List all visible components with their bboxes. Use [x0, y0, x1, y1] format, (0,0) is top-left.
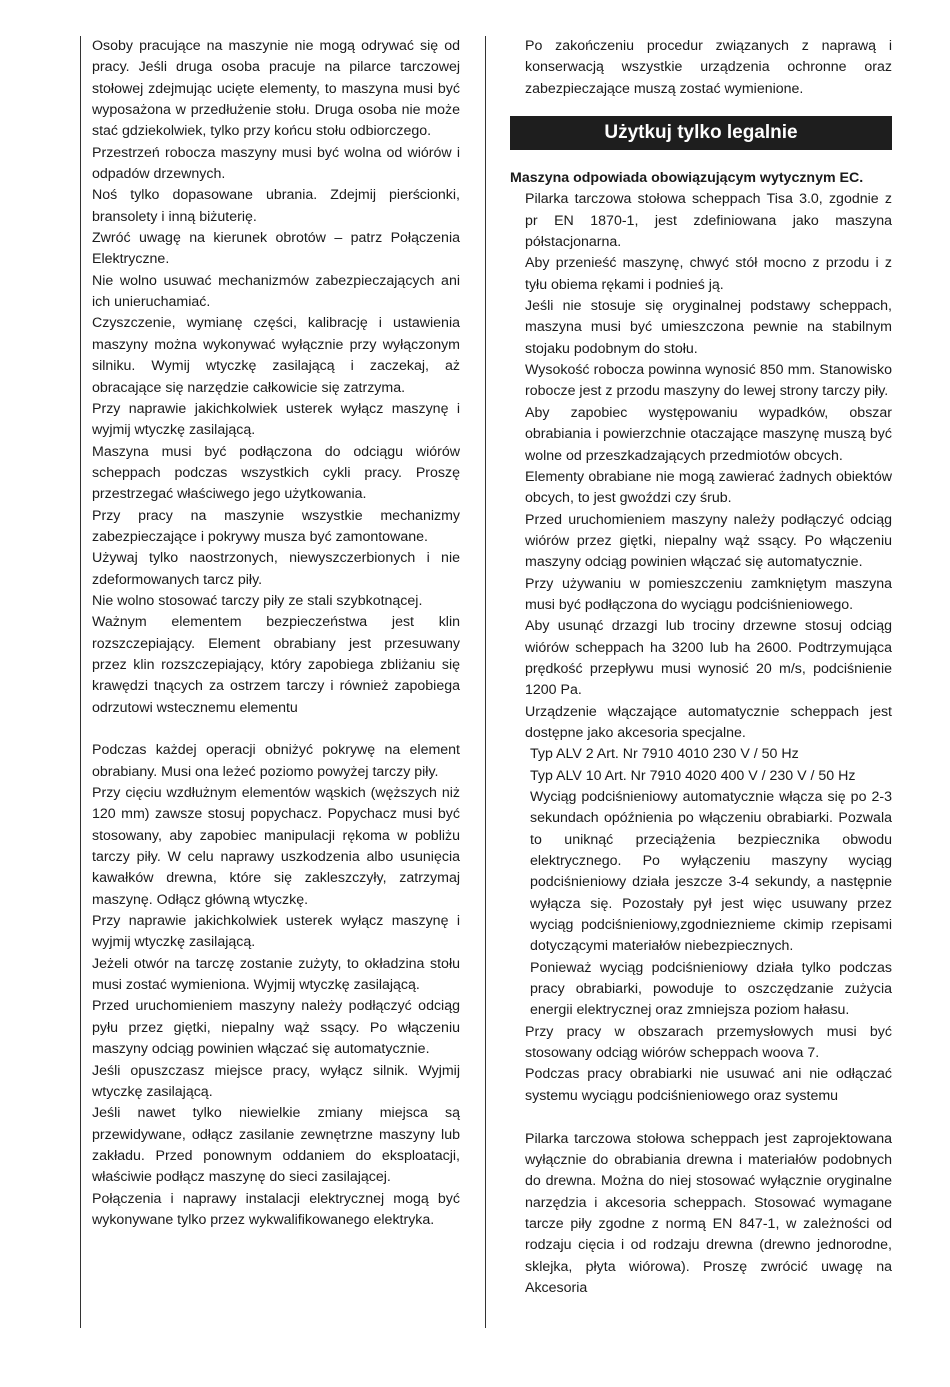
paragraph: Ważnym elementem bezpieczeństwa jest klin rozszczepiający. Element obrabiany jest przesuwany przez klin rozszczepiający, który zapobiega zbliżaniu się krawędzi tnących za ostrzem tarczy i również zapobiega odrzutowi wstecznemu elementu	[92, 614, 460, 716]
paragraph: Maszyna musi być podłączona do odciągu wiórów scheppach podczas wszystkich cykli pracy. Proszę przestrzegać właściwego jego użytkowania.	[92, 443, 460, 503]
paragraph: Używaj tylko naostrzonych, niewyszczerbionych i nie zdeformowanych tarcz piły.	[92, 550, 460, 588]
paragraph: Przed uruchomieniem maszyny należy podłączyć odciąg wiórów przez giętki, niepalny wąż ssący. Po włączeniu maszyny odciąg powinien włączać się automatycznie.	[525, 511, 892, 571]
paragraph: Noś tylko dopasowane ubrania. Zdejmij pierścionki, bransolety i inną biżuterię.	[92, 187, 460, 225]
paragraph: Nie wolno stosować tarczy piły ze stali szybkotnącej.	[92, 592, 423, 609]
section-subheading: Maszyna odpowiada obowiązującym wytycznym EC.	[510, 170, 864, 187]
paragraph: Jeśli opuszczasz miejsce pracy, wyłącz silnik. Wyjmij wtyczkę zasilającą.	[92, 1062, 460, 1100]
left-column-rule	[80, 36, 81, 1328]
spec-line: Typ ALV 2 Art. Nr 7910 4010 230 V / 50 Hz	[530, 746, 799, 763]
paragraph: Aby usunąć drzazgi lub trociny drzewne stosuj odciąg wiórów scheppach ha 3200 lub ha 2600. Podtrzymująca prędkość przepływu musi wynosić 20 m/s, podciśnienie 1200 Pa.	[525, 618, 892, 699]
paragraph: Podczas każdej operacji obniżyć pokrywę na element obrabiany. Musi ona leżeć poziomo powyżej tarczy piły.	[92, 742, 460, 780]
paragraph: Elementy obrabiane nie mogą zawierać żadnych obiektów obcych, to jest gwoździ czy śrub.	[525, 468, 892, 507]
spec-line: Typ ALV 10 Art. Nr 7910 4020 400 V / 230 V / 50 Hz	[530, 767, 856, 784]
paragraph: Czyszczenie, wymianę części, kalibrację i ustawienia maszyny można wykonywać wyłącznie przy wyłączonym silniku. Wymij wtyczkę zasilającą i zaczekaj, aż obracające się narzędzie całkowicie się zatrzyma.	[92, 315, 460, 396]
paragraph: Pilarka tarczowa stołowa scheppach jest zaprojektowana wyłącznie do obrabiania drewna i materiałów podobnych do drewna. Można do niej stosować wyłącznie oryginalne narzędzia i akcesoria scheppach. Stosować wymagane tarcze piły zgodne z normą EN 847-1, w zależności od rodzaju cięcia i od rodzaju drewna (drewno jednorodne, sklejka, płyta wiórowa). Proszę zwrócić uwagę na Akcesoria	[525, 1130, 892, 1296]
paragraph: Jeśli nawet tylko niewielkie zmiany miejsca są przewidywane, odłącz zasilanie zewnętrzne maszyny lub zakładu. Przed ponownym oddaniem do eksploatacji, właściwie podłącz maszynę do sieci zasilającej.	[92, 1105, 460, 1186]
paragraph: Przy pracy na maszynie wszystkie mechanizmy zabezpieczające i pokrywy musza być zamontowane.	[92, 507, 460, 545]
paragraph: Przestrzeń robocza maszyny musi być wolna od wiórów i odpadów drzewnych.	[92, 144, 460, 183]
left-column	[92, 36, 460, 1231]
paragraph: Przy cięciu wzdłużnym elementów wąskich (węższych niż 120 mm) zawsze stosuj popychacz. Popychacz musi być stosowany, aby zapobiec manipulacji rękoma w pobliżu tarczy piły. W celu naprawy uszkodzenia albo usunięcia kawałków drewna, które się zakleszczyły, zatrzymaj maszynę. Odłącz główną wtyczkę.	[92, 785, 460, 908]
spacer	[510, 1107, 892, 1128]
paragraph: Podczas pracy obrabiarki nie usuwać ani nie odłączać systemu wyciągu podciśnieniowego oraz systemu	[525, 1066, 892, 1104]
paragraph: Zwróć uwagę na kierunek obrotów – patrz Połączenia Elektryczne.	[92, 230, 460, 268]
section-heading: Użytkuj tylko legalnie	[510, 116, 892, 150]
center-column-rule	[485, 36, 486, 1328]
paragraph: Osoby pracujące na maszynie nie mogą odrywać się od pracy. Jeśli druga osoba pracuje na pilarce tarczowej stołowej zdejmując ucięte elementy, to maszyna musi być wyposażona w przedłużenie stołu. Druga osoba nie może stać gdziekolwiek, tylko przy końcu stołu odbiorczego.	[92, 38, 460, 140]
paragraph: Wysokość robocza powinna wynosić 850 mm. Stanowisko robocze jest z przodu maszyny do lewej strony tarczy piły.	[525, 362, 892, 400]
paragraph: Ponieważ wyciąg podciśnieniowy działa tylko podczas pracy obrabiarki, powoduje to oszczędzanie zużycia energii elektrycznej oraz zmniejsza poziom hałasu.	[530, 959, 892, 1019]
paragraph: Przy pracy w obszarach przemysłowych musi być stosowany odciąg wiórów scheppach woova 7.	[525, 1023, 892, 1062]
paragraph: Nie wolno usuwać mechanizmów zabezpieczających ani ich unieruchamiać.	[92, 272, 460, 311]
paragraph: Przy używaniu w pomieszczeniu zamkniętym maszyna musi być podłączona do wyciągu podciśnieniowego.	[525, 575, 892, 613]
paragraph: Aby zapobiec występowaniu wypadków, obszar obrabiania i powierzchnie otaczające maszynę muszą być wolne od przeszkadzających przedmiotów obcych.	[525, 404, 892, 464]
paragraph: Przy naprawie jakichkolwiek usterek wyłącz maszynę i wyjmij wtyczkę zasilającą.	[92, 400, 460, 439]
paragraph: Przed uruchomieniem maszyny należy podłączyć odciąg pyłu przez giętki, niepalny wąż ssący. Po włączeniu maszyny odciąg powinien włączać się automatycznie.	[92, 998, 460, 1058]
right-column	[510, 36, 892, 1299]
paragraph: Przy naprawie jakichkolwiek usterek wyłącz maszynę i wyjmij wtyczkę zasilającą.	[92, 913, 460, 951]
paragraph: Wyciąg podciśnieniowy automatycznie włącza się po 2-3 sekundach opóźnienia po włączeniu obrabiarki. Pozwala to uniknąć przeciążenia bezpiecznika obwodu elektrycznego. Po wyłączeniu maszyny wyciąg podciśnieniowy działa jeszcze 3-4 sekundy, a następnie wyłącza się. Pozostały pył jest więc usuwany przez wyciąg podciśnieniowy,zgodnieznieme ckimip rzepisami dotyczącymi materiałów niebezpiecznych.	[530, 789, 892, 955]
paragraph: Jeśli nie stosuje się oryginalnej podstawy scheppach, maszyna musi być umieszczona pewnie na stabilnym stojaku podobnym do stołu.	[525, 298, 892, 357]
paragraph: Jeżeli otwór na tarczę zostanie zużyty, to okładzina stołu musi zostać wymieniona. Wyjmij wtyczkę zasilającą.	[92, 955, 460, 994]
paragraph: Urządzenie włączające automatycznie scheppach jest dostępne jako akcesoria specjalne.	[525, 703, 892, 741]
spacer	[92, 719, 460, 740]
paragraph: Pilarka tarczowa stołowa scheppach Tisa 3.0, zgodnie z pr EN 1870-1, jest zdefiniowana jako maszyna półstacjonarna.	[525, 191, 892, 251]
paragraph: Połączenia i naprawy instalacji elektrycznej mogą być wykonywane tylko przez wykwalifikowanego elektryka.	[92, 1190, 460, 1228]
paragraph: Po zakończeniu procedur związanych z naprawą i konserwacją wszystkie urządzenia ochronne oraz zabezpieczające muszą zostać wymienione.	[525, 38, 892, 97]
paragraph: Aby przenieść maszynę, chwyć stół mocno z przodu i z tyłu obiema rękami i podnieś ją.	[525, 255, 892, 293]
